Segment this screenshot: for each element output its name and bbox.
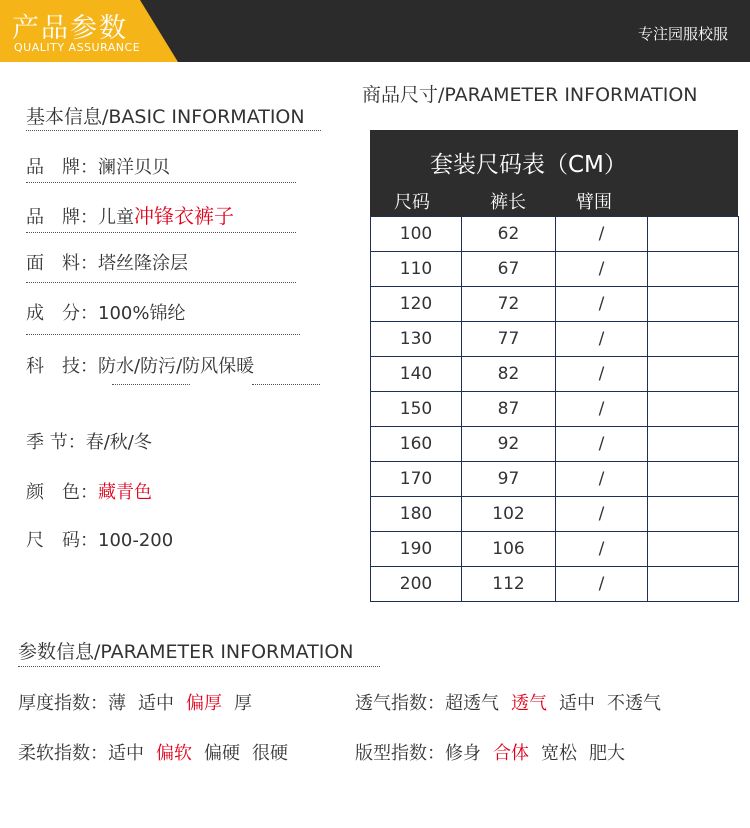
fit-option: 宽松 [541, 743, 577, 764]
fit-option: 肥大 [589, 743, 625, 764]
softness-label: 柔软指数： [18, 743, 108, 764]
extra-cell [648, 287, 739, 322]
extra-cell [648, 252, 739, 287]
arm-cell: / [556, 322, 648, 357]
thickness-option: 偏厚 [186, 693, 222, 714]
fit-row [355, 739, 649, 765]
fabric-label: 面 料： [26, 253, 98, 274]
length-cell: 82 [462, 357, 556, 392]
thickness-label: 厚度指数： [18, 693, 108, 714]
brand-row [26, 153, 170, 179]
length-cell: 87 [462, 392, 556, 427]
tech-row [26, 352, 254, 378]
breathability-option: 超透气 [445, 693, 499, 714]
fit-option: 合体 [493, 743, 529, 764]
arm-cell: / [556, 357, 648, 392]
table-row [371, 462, 739, 497]
arm-cell: / [556, 427, 648, 462]
breathability-option: 适中 [559, 693, 595, 714]
length-cell: 102 [462, 497, 556, 532]
product-value: 儿童 [98, 207, 134, 228]
divider [18, 666, 380, 667]
table-row [371, 252, 739, 287]
thickness-option: 薄 [108, 693, 126, 714]
length-cell: 112 [462, 567, 556, 602]
size-cell: 110 [371, 252, 462, 287]
size-table-title: 套装尺码表（CM） [430, 152, 627, 178]
size-section-title: 商品尺寸/PARAMETER INFORMATION [362, 84, 698, 106]
size-value: 100-200 [98, 530, 174, 551]
table-row [371, 392, 739, 427]
param-section-title: 参数信息/PARAMETER INFORMATION [18, 641, 354, 663]
fabric-value: 塔丝隆涂层 [98, 253, 188, 274]
extra-cell [648, 532, 739, 567]
tech-label: 科 技： [26, 356, 98, 377]
table-row [371, 217, 739, 252]
softness-option: 偏软 [156, 743, 192, 764]
divider [26, 232, 296, 233]
breathability-option: 透气 [511, 693, 547, 714]
table-row [371, 357, 739, 392]
color-value: 藏青色 [98, 482, 152, 503]
divider [112, 384, 190, 385]
length-cell: 92 [462, 427, 556, 462]
arm-cell: / [556, 567, 648, 602]
extra-cell [648, 427, 739, 462]
size-label: 尺 码： [26, 530, 98, 551]
divider [26, 130, 321, 131]
extra-cell [648, 497, 739, 532]
table-row [371, 427, 739, 462]
size-table-header [370, 130, 738, 216]
softness-row [18, 739, 312, 765]
softness-option: 偏硬 [204, 743, 240, 764]
composition-value: 100%锦纶 [98, 303, 186, 324]
table-row [371, 532, 739, 567]
breathability-option: 不透气 [607, 693, 661, 714]
extra-cell [648, 322, 739, 357]
size-cell: 180 [371, 497, 462, 532]
header-title: 产品参数 [12, 13, 128, 44]
thickness-option: 厚 [234, 693, 252, 714]
season-value: 春/秋/冬 [85, 432, 152, 453]
col-header-length: 裤长 [490, 192, 526, 213]
size-cell: 190 [371, 532, 462, 567]
size-cell: 120 [371, 287, 462, 322]
divider [26, 334, 300, 335]
composition-label: 成 分： [26, 303, 98, 324]
col-header-arm: 臂围 [576, 192, 612, 213]
brand-label: 品 牌： [26, 157, 98, 178]
product-value-highlight: 冲锋衣裤子 [134, 204, 234, 228]
header-subtitle: QUALITY ASSURANCE [14, 41, 141, 54]
color-label: 颜 色： [26, 482, 98, 503]
arm-cell: / [556, 532, 648, 567]
length-cell: 67 [462, 252, 556, 287]
extra-cell [648, 217, 739, 252]
size-cell: 130 [371, 322, 462, 357]
extra-cell [648, 357, 739, 392]
length-cell: 97 [462, 462, 556, 497]
extra-cell [648, 567, 739, 602]
season-row [26, 428, 152, 454]
breathability-row [355, 689, 685, 715]
season-label: 季 节： [26, 432, 86, 453]
length-cell: 62 [462, 217, 556, 252]
fit-label: 版型指数： [355, 743, 445, 764]
col-header-size: 尺码 [394, 192, 430, 213]
table-row [371, 287, 739, 322]
size-table [370, 216, 739, 602]
color-row [26, 478, 152, 504]
length-cell: 106 [462, 532, 556, 567]
extra-cell [648, 392, 739, 427]
arm-cell: / [556, 497, 648, 532]
extra-cell [648, 462, 739, 497]
size-cell: 160 [371, 427, 462, 462]
size-cell: 100 [371, 217, 462, 252]
thickness-row [18, 689, 276, 715]
fabric-row [26, 249, 188, 275]
product-row [26, 200, 234, 229]
softness-option: 适中 [108, 743, 144, 764]
size-row [26, 526, 173, 552]
size-cell: 140 [371, 357, 462, 392]
basic-info-title: 基本信息/BASIC INFORMATION [26, 106, 305, 128]
table-row [371, 322, 739, 357]
header-banner [0, 0, 750, 62]
divider [26, 282, 296, 283]
length-cell: 72 [462, 287, 556, 322]
arm-cell: / [556, 462, 648, 497]
arm-cell: / [556, 217, 648, 252]
table-row [371, 567, 739, 602]
thickness-option: 适中 [138, 693, 174, 714]
length-cell: 77 [462, 322, 556, 357]
header-slogan: 专注园服校服 [637, 25, 728, 43]
table-row [371, 497, 739, 532]
softness-option: 很硬 [252, 743, 288, 764]
tech-value: 防水/防污/防风保暖 [98, 356, 255, 377]
arm-cell: / [556, 392, 648, 427]
divider [26, 182, 296, 183]
size-cell: 200 [371, 567, 462, 602]
divider [252, 384, 320, 385]
size-cell: 150 [371, 392, 462, 427]
size-cell: 170 [371, 462, 462, 497]
composition-row [26, 299, 185, 325]
brand-value: 澜洋贝贝 [98, 157, 170, 178]
breathability-label: 透气指数： [355, 693, 445, 714]
product-label: 品 牌： [26, 207, 98, 228]
arm-cell: / [556, 287, 648, 322]
arm-cell: / [556, 252, 648, 287]
fit-option: 修身 [445, 743, 481, 764]
